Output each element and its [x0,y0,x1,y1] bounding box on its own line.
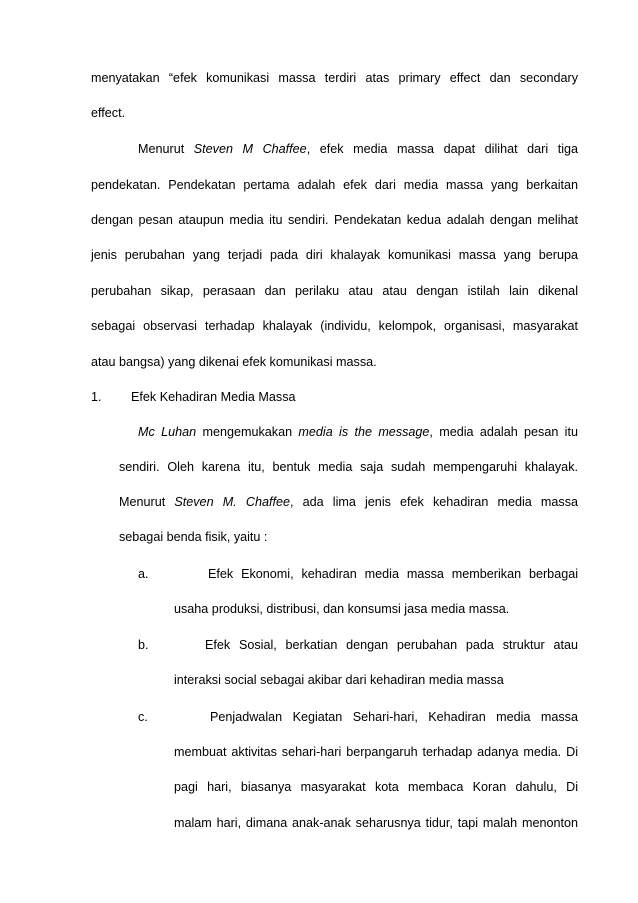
text-line: perubahan sikap, perasaan dan perilaku atau atau dengan istilah lain dikenal [91,284,578,298]
author-name: Steven M. Chaffee [174,495,290,509]
quoted-phrase: media is the message [298,425,430,439]
list-marker: b. [138,638,149,652]
list-item-text: Efek Ekonomi, kehadiran media massa memberikan berbagai [208,567,578,581]
section-heading: Efek Kehadiran Media Massa [131,390,296,404]
list-marker: c. [138,710,148,724]
list-item-text: Efek Sosial, berkatian dengan perubahan pada struktur atau [205,638,578,652]
list-item-text: interaksi social sebagai akibar dari kehadiran media massa [174,673,504,687]
text-line: jenis perubahan yang terjadi pada diri khalayak komunikasi massa yang berupa [91,248,578,262]
author-name: Mc Luhan [138,425,197,439]
text-line [138,424,578,440]
list-item-text: pagi hari, biasanya masyarakat kota membaca Koran dahulu, Di [174,780,578,794]
author-name: Steven M Chaffee [193,142,307,156]
text-line: atau bangsa) yang dikenai efek komunikasi massa. [91,355,377,369]
text-span: , efek media massa dapat dilihat dari tiga [306,142,578,156]
section-number: 1. [91,390,102,404]
list-item-text: membuat aktivitas sehari-hari berpangaruh terhadap adanya media. Di [174,745,578,759]
text-span: Menurut [119,495,175,509]
text-line: sebagai benda fisik, yaitu : [119,530,268,544]
text-line: sendiri. Oleh karena itu, bentuk media saja sudah mempengaruhi khalayak. [119,460,578,474]
text-line: pendekatan. Pendekatan pertama adalah efek dari media massa yang berkaitan [91,178,578,192]
text-line: effect. [91,106,126,120]
text-span: , media adalah pesan itu [429,425,578,439]
text-line: dengan pesan ataupun media itu sendiri. Pendekatan kedua adalah dengan melihat [91,213,578,227]
list-item-text: Penjadwalan Kegiatan Sehari-hari, Kehadiran media massa [210,710,578,724]
list-item-text: usaha produksi, distribusi, dan konsumsi jasa media massa. [174,602,510,616]
text-line: sebagai observasi terhadap khalayak (individu, kelompok, organisasi, masyarakat [91,319,578,333]
text-span: , ada lima jenis efek kehadiran media massa [289,495,579,509]
list-item-text: malam hari, dimana anak-anak seharusnya tidur, tapi malah menonton [174,816,578,830]
list-marker: a. [138,567,149,581]
text-span: Menurut [138,142,194,156]
text-line [119,494,578,510]
text-line: menyatakan “efek komunikasi massa terdiri atas primary effect dan secondary [91,71,578,85]
text-span: mengemukakan [196,425,299,439]
text-line [138,141,578,157]
